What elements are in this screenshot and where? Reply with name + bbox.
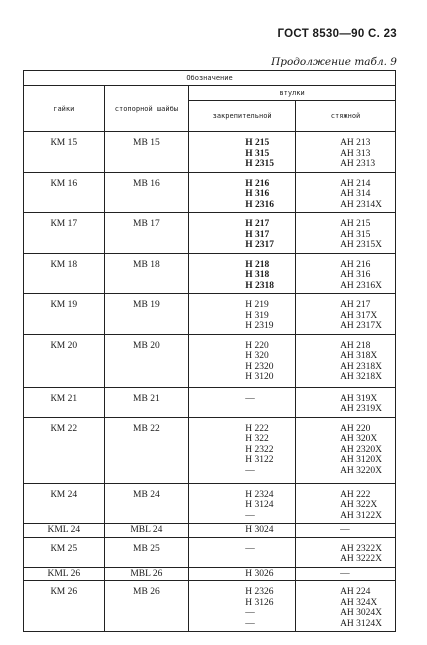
page-header: ГОСТ 8530—90 С. 23 [277,28,397,40]
nut-designation: КМ 19 [50,300,78,310]
nut-designation-cell [24,483,105,524]
withdrawal-sleeve-designation: — [340,525,350,535]
withdrawal-sleeve-cell [296,483,396,524]
lock-washer-designation: МВ 25 [133,543,160,554]
withdrawal-sleeve-cell [296,213,396,254]
adapter-sleeve-designation: Н 3024 [245,525,274,535]
withdrawal-sleeve-designation: АН 2320Х [340,444,383,455]
lock-washer-designation-cell [104,524,189,538]
table-row [24,581,396,632]
adapter-sleeve-cell [189,172,296,213]
withdrawal-sleeve-cell [296,417,396,483]
lock-washer-designation-cell [104,172,189,213]
lock-washer-designation-cell [104,387,189,417]
lock-washer-designation: МВ 15 [133,138,160,148]
adapter-sleeve-designation: Н 2316 [245,199,274,210]
withdrawal-sleeve-designation: АН 214 [340,178,371,189]
lock-washer-designation-cell [104,334,189,387]
lock-washer-designation: МВ 18 [133,259,160,270]
adapter-sleeve-designation: Н 217 [245,219,270,229]
lock-washer-designation-cell [104,537,189,567]
nut-designation: КМ 21 [50,393,78,404]
lock-washer-designation-cell [104,567,189,581]
adapter-sleeve-designation: Н 3124 [245,500,274,510]
withdrawal-sleeve-designation: АН 313 [340,148,371,159]
withdrawal-sleeve-designation: АН 218 [340,340,371,351]
nut-designation-cell [24,294,105,335]
bearing-accessories-table [23,70,396,632]
adapter-sleeve-designation: Н 315 [245,148,270,159]
withdrawal-sleeve-designation: АН 2318Х [340,361,383,372]
withdrawal-sleeve-designation: АН 215 [340,219,371,229]
adapter-sleeve-designation: Н 2322 [245,444,274,455]
lock-washer-designation: МВ 19 [133,300,160,310]
withdrawal-sleeve-designation: АН 2313 [340,159,376,169]
nut-designation-cell [24,132,105,173]
nut-designation: КМ 17 [50,219,78,229]
withdrawal-sleeve-designation: АН 318Х [340,351,378,361]
withdrawal-sleeve-designation: АН 2314Х [340,199,383,210]
adapter-sleeve-cell [189,132,296,173]
adapter-sleeve-designation: Н 220 [245,340,269,351]
adapter-sleeve-designation: Н 3120 [245,372,274,382]
withdrawal-sleeve-designation: АН 220 [340,423,371,434]
adapter-sleeve-cell [189,581,296,632]
withdrawal-sleeve-designation: АН 2319Х [340,404,383,414]
adapter-sleeve-cell [189,213,296,254]
withdrawal-sleeve-cell [296,132,396,173]
adapter-sleeve-cell [189,294,296,335]
adapter-sleeve-cell [189,524,296,538]
nut-designation-cell [24,387,105,417]
table-row [24,524,396,538]
adapter-sleeve-cell [189,253,296,294]
nut-designation-cell [24,537,105,567]
table-row [24,253,396,294]
adapter-sleeve-designation: — [245,608,255,618]
adapter-sleeve-designation: Н 218 [245,259,270,270]
header-designation: Обозначение [24,71,396,86]
table-row [24,172,396,213]
withdrawal-sleeve-designation: АН 224 [340,587,371,597]
table-row [24,213,396,254]
nut-designation: КМ 16 [50,178,78,189]
table-row [24,294,396,335]
table-row [24,132,396,173]
nut-designation-cell [24,567,105,581]
table-row [24,334,396,387]
table-continuation-caption: Продолжение табл. 9 [271,56,397,68]
adapter-sleeve-designation: Н 322 [245,434,269,444]
adapter-sleeve-designation: — [245,543,255,554]
header-nut: гайки [24,86,105,132]
table-row [24,387,396,417]
lock-washer-designation-cell [104,213,189,254]
adapter-sleeve-designation: Н 2326 [245,587,274,597]
adapter-sleeve-designation: Н 3122 [245,455,274,465]
adapter-sleeve-cell [189,537,296,567]
adapter-sleeve-cell [189,387,296,417]
adapter-sleeve-designation: Н 2317 [245,240,274,250]
lock-washer-designation-cell [104,483,189,524]
header-sleeve: втулки [189,86,396,101]
lock-washer-designation: MBL 26 [130,568,163,579]
withdrawal-sleeve-designation: АН 3218Х [340,372,383,382]
withdrawal-sleeve-designation: АН 3122Х [340,510,383,521]
withdrawal-sleeve-designation: АН 3222Х [340,554,383,564]
header-adapter-sleeve: закрепительной [189,101,296,132]
nut-designation: КМ 24 [50,489,78,500]
table-row [24,417,396,483]
withdrawal-sleeve-cell [296,524,396,538]
adapter-sleeve-designation: Н 320 [245,351,269,361]
adapter-sleeve-designation: Н 2319 [245,321,274,331]
withdrawal-sleeve-cell [296,537,396,567]
withdrawal-sleeve-designation: АН 316 [340,270,371,280]
withdrawal-sleeve-designation: АН 319Х [340,393,378,404]
withdrawal-sleeve-cell [296,172,396,213]
table-row [24,537,396,567]
nut-designation-cell [24,213,105,254]
nut-designation: KML 24 [47,525,81,535]
adapter-sleeve-cell [189,417,296,483]
lock-washer-designation-cell [104,581,189,632]
withdrawal-sleeve-cell [296,294,396,335]
lock-washer-designation: МВ 24 [133,489,160,500]
nut-designation-cell [24,417,105,483]
table-row [24,483,396,524]
lock-washer-designation: МВ 16 [133,178,160,189]
header-lock-washer: стопорной шайбы [104,86,189,132]
withdrawal-sleeve-designation: АН 324Х [340,597,378,608]
withdrawal-sleeve-designation: АН 2322Х [340,543,383,554]
adapter-sleeve-designation: Н 316 [245,189,270,199]
lock-washer-designation: MBL 24 [130,525,163,535]
adapter-sleeve-designation: Н 219 [245,300,269,310]
header-withdrawal-sleeve: стяжной [296,101,396,132]
nut-designation: KML 26 [47,568,81,579]
adapter-sleeve-designation: Н 318 [245,270,270,280]
withdrawal-sleeve-designation: АН 213 [340,138,371,148]
nut-designation: КМ 26 [50,587,78,597]
lock-washer-designation: МВ 17 [133,219,160,229]
adapter-sleeve-cell [189,483,296,524]
withdrawal-sleeve-designation: АН 2316Х [340,280,383,291]
nut-designation-cell [24,172,105,213]
withdrawal-sleeve-designation: АН 317Х [340,310,378,321]
withdrawal-sleeve-designation: АН 216 [340,259,371,270]
lock-washer-designation-cell [104,294,189,335]
withdrawal-sleeve-cell [296,567,396,581]
withdrawal-sleeve-designation: АН 3220Х [340,465,383,476]
withdrawal-sleeve-designation: АН 3024Х [340,608,383,618]
adapter-sleeve-designation: — [245,510,255,521]
withdrawal-sleeve-cell [296,581,396,632]
adapter-sleeve-designation: Н 2320 [245,361,274,372]
adapter-sleeve-designation: Н 222 [245,423,269,434]
withdrawal-sleeve-designation: АН 315 [340,229,371,240]
adapter-sleeve-designation: Н 2318 [245,280,274,291]
nut-designation: КМ 22 [50,423,78,434]
lock-washer-designation: МВ 21 [133,393,160,404]
nut-designation-cell [24,253,105,294]
nut-designation-cell [24,524,105,538]
nut-designation-cell [24,581,105,632]
withdrawal-sleeve-cell [296,334,396,387]
adapter-sleeve-designation: Н 317 [245,229,270,240]
withdrawal-sleeve-designation: АН 3120Х [340,455,383,465]
adapter-sleeve-designation: Н 216 [245,178,270,189]
adapter-sleeve-designation: — [245,393,255,404]
lock-washer-designation: МВ 20 [133,340,160,351]
lock-washer-designation-cell [104,417,189,483]
withdrawal-sleeve-designation: АН 217 [340,300,371,310]
withdrawal-sleeve-designation: АН 322Х [340,500,378,510]
lock-washer-designation: МВ 22 [133,423,160,434]
nut-designation: КМ 15 [50,138,78,148]
adapter-sleeve-designation: Н 319 [245,310,269,321]
nut-designation: КМ 18 [50,259,78,270]
lock-washer-designation: МВ 26 [133,587,160,597]
withdrawal-sleeve-designation: АН 320Х [340,434,378,444]
nut-designation-cell [24,334,105,387]
adapter-sleeve-designation: Н 215 [245,138,270,148]
withdrawal-sleeve-designation: — [340,568,350,579]
lock-washer-designation-cell [104,132,189,173]
adapter-sleeve-designation: Н 2324 [245,489,274,500]
adapter-sleeve-cell [189,567,296,581]
adapter-sleeve-designation: Н 3026 [245,568,274,579]
withdrawal-sleeve-designation: АН 2315Х [340,240,383,250]
lock-washer-designation-cell [104,253,189,294]
adapter-sleeve-designation: — [245,465,255,476]
withdrawal-sleeve-cell [296,253,396,294]
adapter-sleeve-designation: — [245,618,255,629]
adapter-sleeve-designation: Н 2315 [245,159,274,169]
withdrawal-sleeve-cell [296,387,396,417]
adapter-sleeve-cell [189,334,296,387]
table-body [24,132,396,632]
table-row [24,567,396,581]
nut-designation: КМ 20 [50,340,78,351]
withdrawal-sleeve-designation: АН 222 [340,489,371,500]
nut-designation: КМ 25 [50,543,78,554]
withdrawal-sleeve-designation: АН 2317Х [340,321,383,331]
withdrawal-sleeve-designation: АН 3124Х [340,618,383,629]
withdrawal-sleeve-designation: АН 314 [340,189,371,199]
adapter-sleeve-designation: Н 3126 [245,597,274,608]
